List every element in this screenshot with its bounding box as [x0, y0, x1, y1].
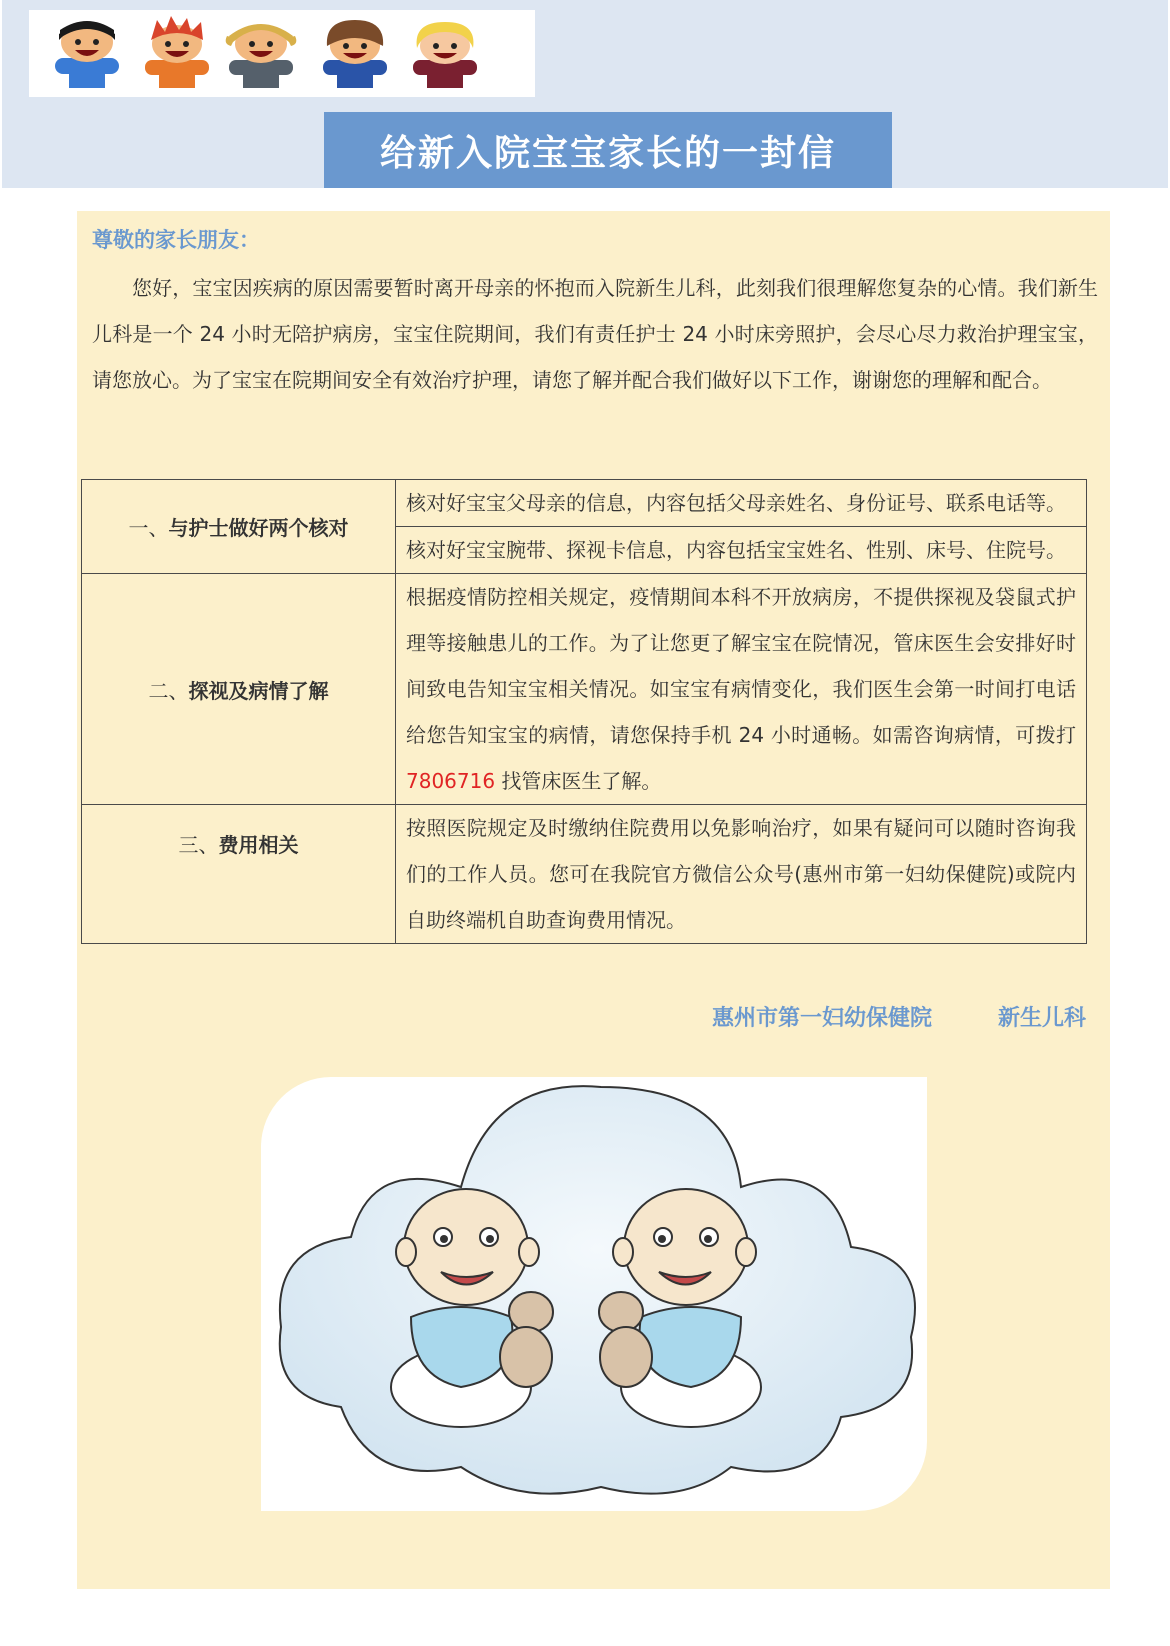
kid-blond-hair-icon — [221, 16, 301, 92]
row-heading-visit: 二、探视及病情了解 — [82, 574, 396, 805]
title-banner — [324, 112, 892, 188]
info-table — [81, 479, 1087, 944]
table-row — [82, 805, 1087, 944]
check-baby-wristband: 核对好宝宝腕带、探视卡信息，内容包括宝宝姓名、性别、床号、住院号。 — [396, 527, 1087, 574]
doctor-phone-number: 7806716 — [406, 769, 496, 793]
department-name: 新生儿科 — [998, 1006, 1087, 1031]
table-row — [82, 480, 1087, 527]
letter-body — [77, 211, 1110, 1589]
check-parents-info: 核对好宝宝父母亲的信息，内容包括父母亲姓名、身份证号、联系电话等。 — [396, 480, 1087, 527]
row-heading-fees: 三、费用相关 — [82, 805, 396, 944]
fees-info: 按照医院规定及时缴纳住院费用以免影响治疗，如果有疑问可以随时咨询我们的工作人员。您可在我院官方微信公众号(惠州市第一妇幼保健院)或院内自助终端机自助查询费用情况。 — [396, 805, 1087, 944]
header-band — [2, 0, 1168, 188]
kids-banner — [29, 10, 535, 97]
kid-red-hair-icon — [137, 16, 217, 92]
kid-black-hair-icon — [47, 16, 127, 92]
greeting: 尊敬的家长朋友： — [92, 228, 260, 252]
illustration — [261, 1077, 927, 1511]
row-heading-check: 一、与护士做好两个核对 — [82, 480, 396, 574]
kid-brown-hair-icon — [315, 16, 395, 92]
hospital-name: 惠州市第一妇幼保健院 — [712, 1006, 933, 1031]
visit-info: 根据疫情防控相关规定，疫情期间本科不开放病房，不提供探视及袋鼠式护理等接触患儿的工作。为了让您更了解宝宝在院情况，管床医生会安排好时间致电告知宝宝相关情况。如宝宝有病情变化，我们医生会第一时间打电话给您告知宝宝的病情，请您保持手机 24 小时通畅。如需咨询病情，可拨打 7806716 找管床医生了解。 — [396, 574, 1087, 805]
intro-paragraph: 您好，宝宝因疾病的原因需要暂时离开母亲的怀抱而入院新生儿科，此刻我们很理解您复杂的心情。我们新生儿科是一个 24 小时无陪护病房，宝宝住院期间，我们有责任护士 24 小时床旁照护，会尽心尽力救治护理宝宝，请您放心。为了宝宝在院期间安全有效治疗护理，请您了解并配合我们做好以下工作，谢谢您的理解和配合。 — [92, 276, 1098, 392]
kid-yellow-hair-icon — [405, 16, 485, 92]
table-row — [82, 574, 1087, 805]
twin-babies-with-teddy-bears-icon — [261, 1077, 927, 1511]
page-title: 给新入院宝宝家长的一封信 — [379, 132, 836, 174]
